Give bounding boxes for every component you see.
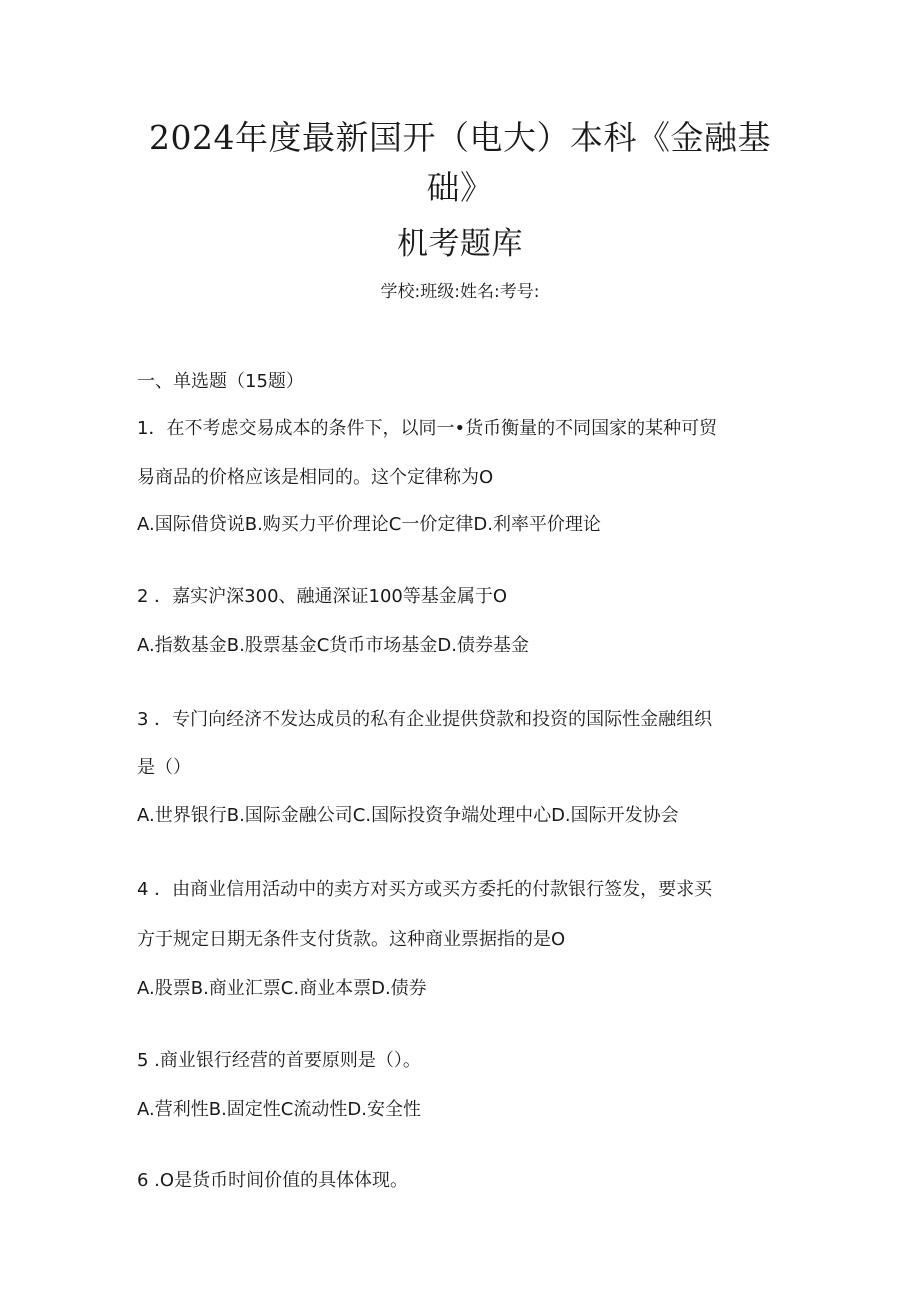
document-title-line-3: 机考题库 (397, 226, 523, 262)
question-1-stem-line-1: 1．在不考虑交易成本的条件下，以同一•货币衡量的不同国家的某种可贸 (137, 418, 718, 439)
student-info-line: 学校:班级:姓名:考号: (380, 282, 540, 302)
section-heading: 一、单选题（15题） (137, 371, 304, 392)
question-3-stem-line-1: 3 ．专门向经济不发达成员的私有企业提供贷款和投资的国际性金融组织 (137, 709, 713, 730)
question-4-stem-line-1: 4 ．由商业信用活动中的卖方对买方或买方委托的付款银行签发，要求买 (137, 879, 713, 900)
question-4-stem-line-2: 方于规定日期无条件支付货款。这种商业票据指的是O (137, 929, 566, 950)
question-5-stem-line-1: 5 .商业银行经营的首要原则是（）。 (137, 1050, 421, 1071)
question-5-options: A.营利性B.固定性C流动性D.安全性 (137, 1099, 421, 1120)
question-3-stem-line-2: 是（） (137, 757, 191, 778)
document-title-line-2: 础》 (426, 168, 494, 207)
question-6-stem-line-1: 6 .O是货币时间价值的具体体现。 (137, 1170, 409, 1191)
question-1-options: A.国际借贷说B.购买力平价理论C一价定律D.利率平价理论 (137, 514, 601, 535)
document-title-line-1: 2024年度最新国开（电大）本科《金融基 (149, 118, 771, 157)
question-3-options: A.世界银行B.国际金融公司C.国际投资争端处理中心D.国际开发协会 (137, 805, 679, 826)
question-4-options: A.股票B.商业汇票C.商业本票D.债券 (137, 978, 427, 999)
question-1-stem-line-2: 易商品的价格应该是相同的。这个定律称为O (137, 467, 494, 488)
question-2-options: A.指数基金B.股票基金C货币市场基金D.债券基金 (137, 635, 529, 656)
question-2-stem-line-1: 2 ．嘉实沪深300、融通深证100等基金属于O (137, 586, 508, 607)
